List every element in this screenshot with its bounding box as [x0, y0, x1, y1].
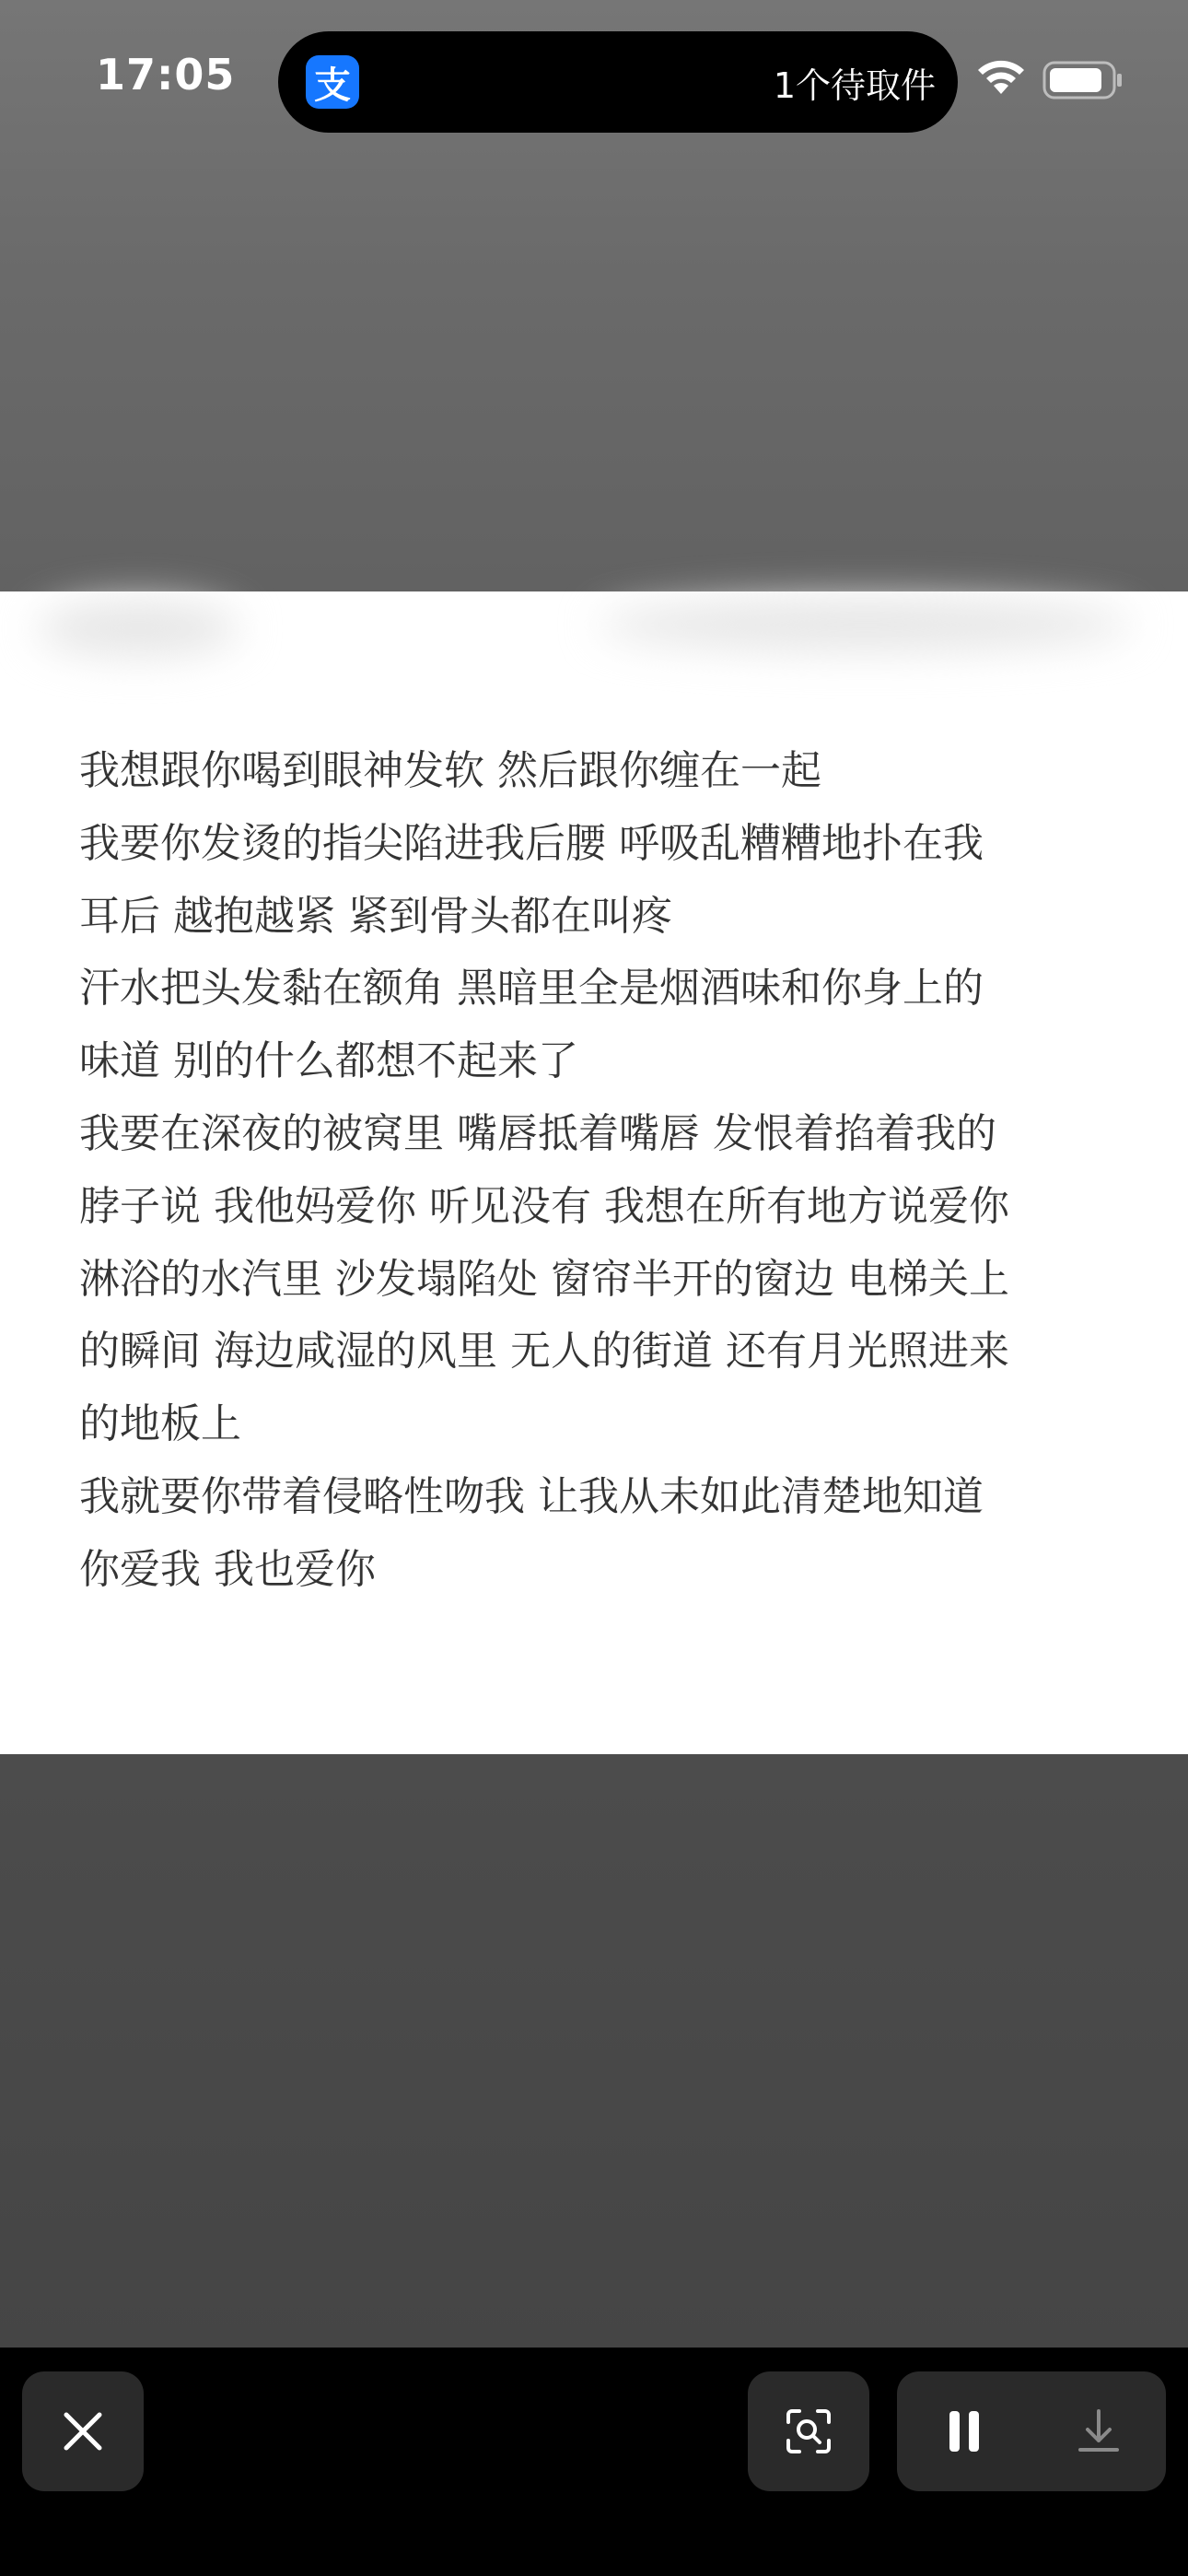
scan-icon: [785, 2407, 833, 2455]
close-button[interactable]: [22, 2371, 144, 2491]
status-time: 17:05: [96, 50, 236, 100]
scan-button[interactable]: [748, 2371, 869, 2491]
text-card: [0, 591, 1188, 1754]
message-text: [79, 735, 1120, 1607]
dynamic-island[interactable]: [278, 31, 958, 133]
dimmed-background-bottom: [0, 1754, 1188, 2348]
paragraph-5: 我就要你带着侵略性吻我 让我从未如此清楚地知道 你爱我 我也爱你: [79, 1472, 984, 1593]
close-icon: [61, 2409, 105, 2453]
blurred-header-strip: [0, 591, 1188, 693]
download-button[interactable]: [1062, 2395, 1136, 2468]
paragraph-4: 我要在深夜的被窝里 嘴唇抵着嘴唇 发恨着掐着我的 脖子说 我他妈爱你 听见没有 我想在所有地方说爱你 淋浴的水汽里 沙发塌陷处 窗帘半开的窗边 电梯关上 的瞬间 海边咸湿的风里 无人的街道 还有月光照进来 的地板上: [79, 1109, 1009, 1448]
paragraph-2: 我要你发烫的指尖陷进我后腰 呼吸乱糟糟地扑在我 耳后 越抱越紧 紧到骨头都在叫疼: [79, 819, 984, 940]
pause-button[interactable]: [927, 2395, 1001, 2468]
download-icon: [1075, 2407, 1123, 2455]
media-controls: [897, 2371, 1166, 2491]
wifi-icon: [974, 57, 1028, 96]
paragraph-1: 我想跟你喝到眼神发软 然后跟你缠在一起: [79, 747, 821, 794]
paragraph-3: 汗水把头发黏在额角 黑暗里全是烟酒味和你身上的 味道 别的什么都想不起来了: [79, 965, 984, 1085]
alipay-icon: 支: [306, 55, 359, 109]
pause-icon: [946, 2409, 983, 2453]
island-status-text: 1个待取件: [773, 65, 936, 106]
battery-icon: [1042, 61, 1125, 100]
